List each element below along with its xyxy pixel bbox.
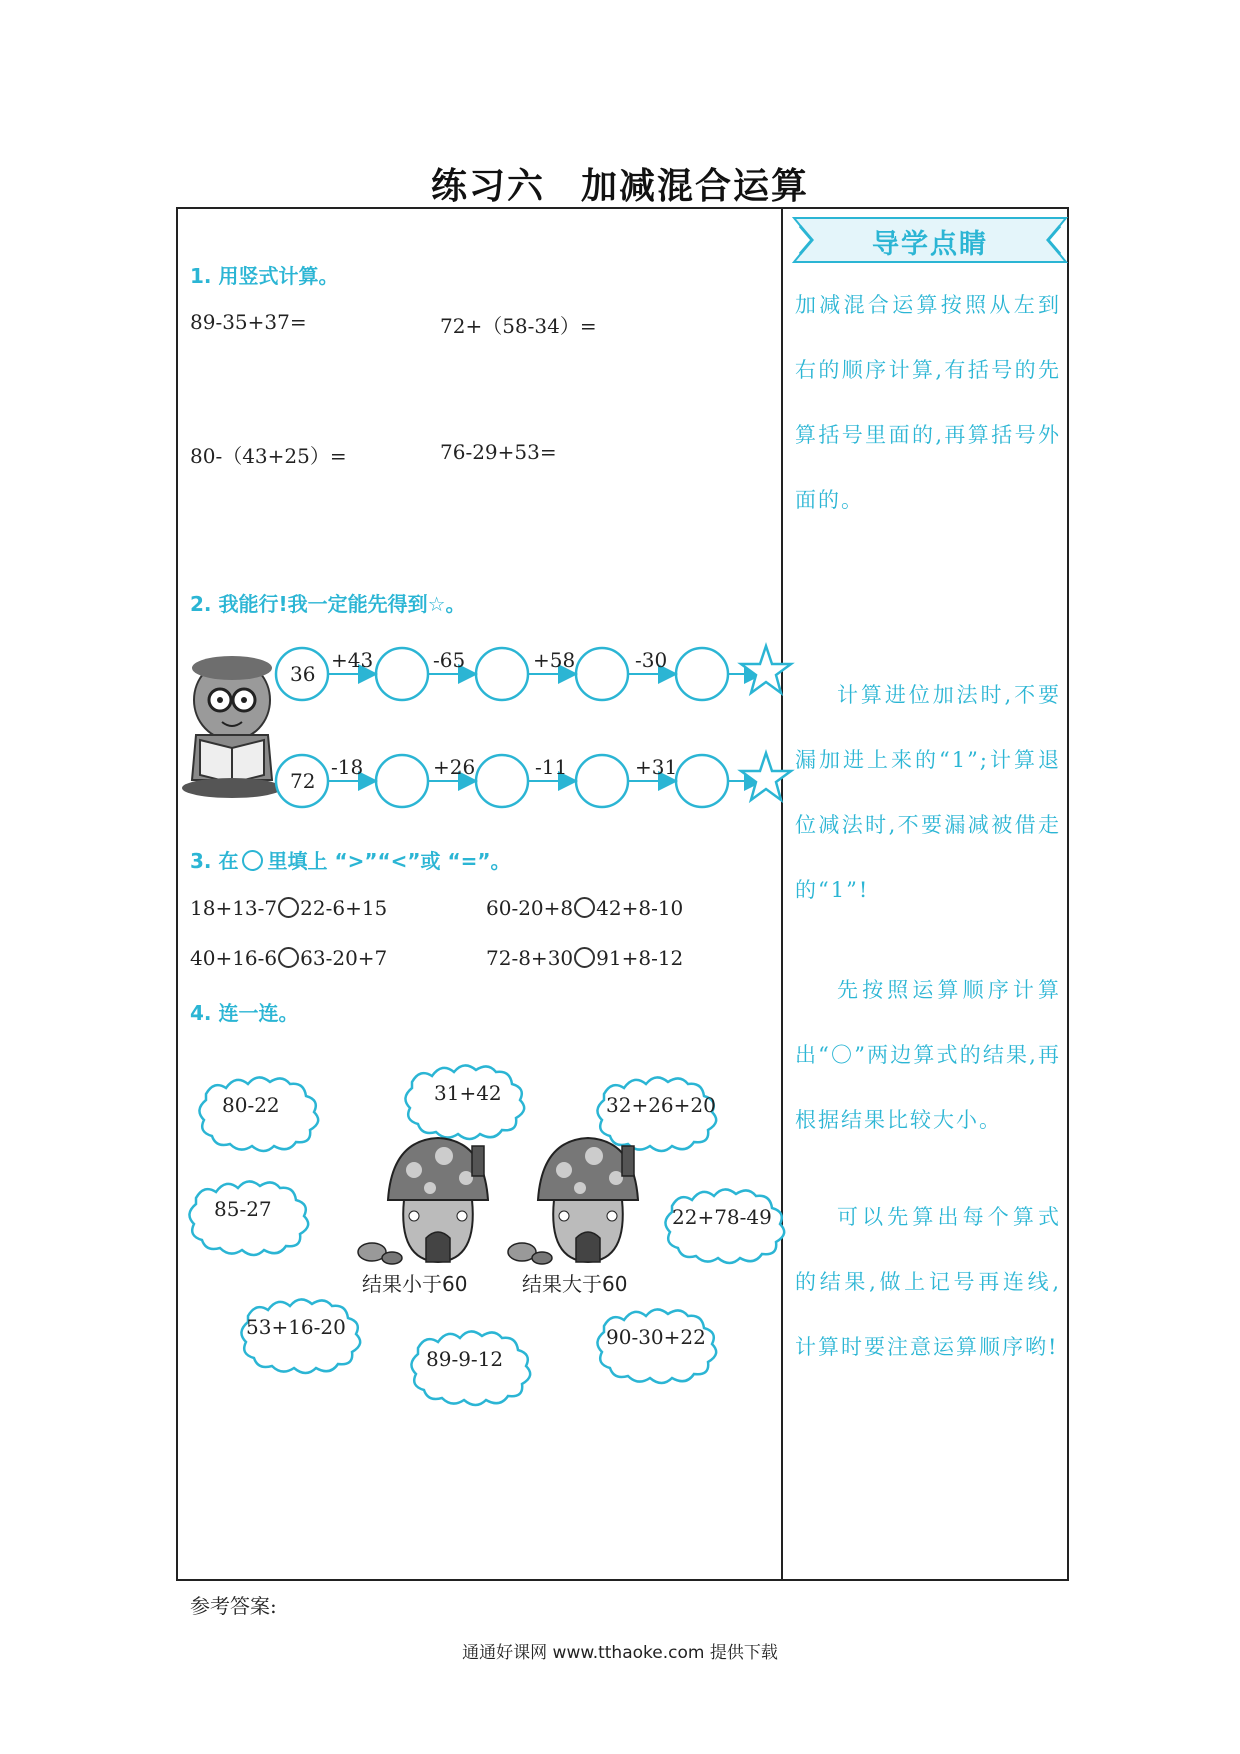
mushroom-house-right [508, 1138, 638, 1264]
page-title-part1: 练习六 [430, 166, 545, 207]
compare-left: 60-20+8 [486, 896, 574, 920]
flower-label-7[interactable]: 89-9-12 [426, 1347, 504, 1371]
chain2-op-4: +31 [635, 755, 678, 779]
flower-label-5[interactable]: 22+78-49 [672, 1205, 772, 1229]
sidebar-banner-title: 导学点睛 [872, 229, 988, 260]
compare-circle-blank[interactable] [574, 897, 595, 918]
compare-row-2 [486, 896, 683, 920]
flower-label-1[interactable]: 80-22 [222, 1093, 280, 1117]
compare-right: 63-20+7 [300, 946, 388, 970]
chain2-op-3: -11 [535, 755, 568, 779]
compare-right: 22-6+15 [300, 896, 388, 920]
sidebar-tip-3: 先按照运算顺序计算出“〇”两边算式的结果,再根据结果比较大小。 [795, 978, 1061, 1132]
compare-row-1 [190, 896, 387, 920]
flower-label-8[interactable]: 90-30+22 [606, 1325, 706, 1349]
chain1-op-2: -65 [433, 648, 466, 672]
compare-left: 72-8+30 [486, 946, 574, 970]
chain1-op-3: +58 [533, 648, 576, 672]
page-title-part2: 加减混合运算 [581, 166, 810, 207]
circle-blank-icon [242, 850, 263, 871]
star-outline-icon [741, 753, 791, 800]
compare-row-4 [486, 946, 683, 970]
flower-label-2[interactable]: 31+42 [434, 1081, 502, 1105]
compare-row-3 [190, 946, 387, 970]
star-outline-icon [741, 646, 791, 693]
compare-circle-blank[interactable] [278, 897, 299, 918]
sidebar-tip-2: 计算进位加法时,不要漏加进上来的“1”;计算退位减法时,不要漏减被借走的“1”! [795, 683, 1061, 902]
footer-credit: 通通好课网 www.tthaoke.com 提供下载 [462, 1643, 778, 1663]
compare-circle-blank[interactable] [278, 947, 299, 968]
compare-left: 40+16-6 [190, 946, 278, 970]
chain1-start: 36 [290, 662, 316, 686]
section3-heading-prefix: 3. 在 [190, 849, 239, 873]
compare-circle-blank[interactable] [574, 947, 595, 968]
section1-heading: 1. 用竖式计算。 [190, 264, 339, 288]
problem-4: 76-29+53= [440, 440, 557, 464]
section2-heading: 2. 我能行!我一定能先得到☆。 [190, 592, 466, 616]
chain2-start: 72 [290, 769, 316, 793]
section3-heading [190, 845, 511, 874]
answer-label: 参考答案: [190, 1594, 277, 1618]
chain2-op-1: -18 [331, 755, 364, 779]
section3-heading-suffix: 里填上 “>”“<”或 “=”。 [267, 849, 511, 873]
problem-3: 80-（43+25）= [190, 444, 347, 468]
flower-label-4[interactable]: 85-27 [214, 1197, 272, 1221]
flower-label-3[interactable]: 32+26+20 [606, 1093, 716, 1117]
chain2-op-2: +26 [433, 755, 476, 779]
house-label-less-60: 结果小于60 [362, 1272, 468, 1296]
compare-right: 91+8-12 [596, 946, 684, 970]
mushroom-house-left [358, 1138, 488, 1264]
section4-heading: 4. 连一连。 [190, 1001, 299, 1025]
house-label-greater-60: 结果大于60 [522, 1272, 628, 1296]
problem-1: 89-35+37= [190, 310, 307, 334]
chain1-op-4: -30 [635, 648, 668, 672]
problem-2: 72+（58-34）= [440, 314, 597, 338]
sidebar-tip-1: 加减混合运算按照从左到右的顺序计算,有括号的先算括号里面的,再算括号外面的。 [795, 293, 1061, 512]
compare-right: 42+8-10 [596, 896, 684, 920]
chain1-op-1: +43 [331, 648, 374, 672]
boy-reading-illustration [182, 656, 282, 798]
compare-left: 18+13-7 [190, 896, 278, 920]
flower-label-6[interactable]: 53+16-20 [246, 1315, 346, 1339]
sidebar-tip-4: 可以先算出每个算式的结果,做上记号再连线,计算时要注意运算顺序哟! [795, 1205, 1061, 1359]
